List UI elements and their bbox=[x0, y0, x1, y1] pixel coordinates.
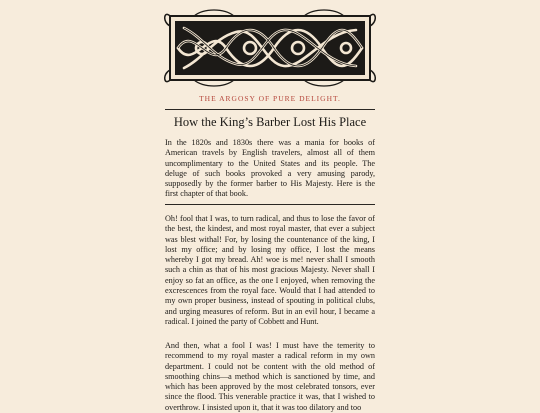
article-intro: In the 1820s and 1830s there was a mania for books of American travels by English travelers, almost all of them uncomplimentary to the United States and its people. The deluge of such books provoked a very amusing parody, supposedly by the former barber to His Majesty. Here is the first chapter of that book. bbox=[165, 138, 375, 199]
article-paragraph-1: Oh! fool that I was, to turn radical, and thus to lose the favor of the best, the kindest, and most royal master, that ever a subject was blest withal! For, by losing the countenance of the king, I lost my office; and by losing my office, I lost the means whereby I got my bread. Ah! woe is me! never shall I smooth such a chin as that of his most gracious Majesty. Never shall I enjoy so fat an office, as the one I enjoyed, when removing the excrescences from the royal face. Would that I had attended to my own proper business, instead of spouting in political clubs, and urging measures of reform. But in an evil hour, I became a radical. I joined the party of Cobbett and Hunt. bbox=[165, 214, 375, 326]
intro-divider bbox=[165, 204, 375, 205]
article-paragraph-2: And then, what a fool I was! I must have the temerity to recommend to my royal master a radical reform in my own department. I could not be content with the old method of smoothing chins—a method which is sanctioned by time, and which has been approved by the most celebrated tonsors, ever since the flood. This venerable practice it was, that I wished to overthrow. I insisted upon it, that it was too dilatory and too bbox=[165, 341, 375, 412]
publication-kicker: THE ARGOSY OF PURE DELIGHT. bbox=[199, 94, 341, 103]
knotwork-banner-ornament bbox=[164, 8, 376, 88]
interlace-knotwork-icon bbox=[164, 8, 376, 88]
article-title: How the King’s Barber Lost His Place bbox=[173, 115, 367, 129]
title-top-divider bbox=[165, 109, 375, 110]
